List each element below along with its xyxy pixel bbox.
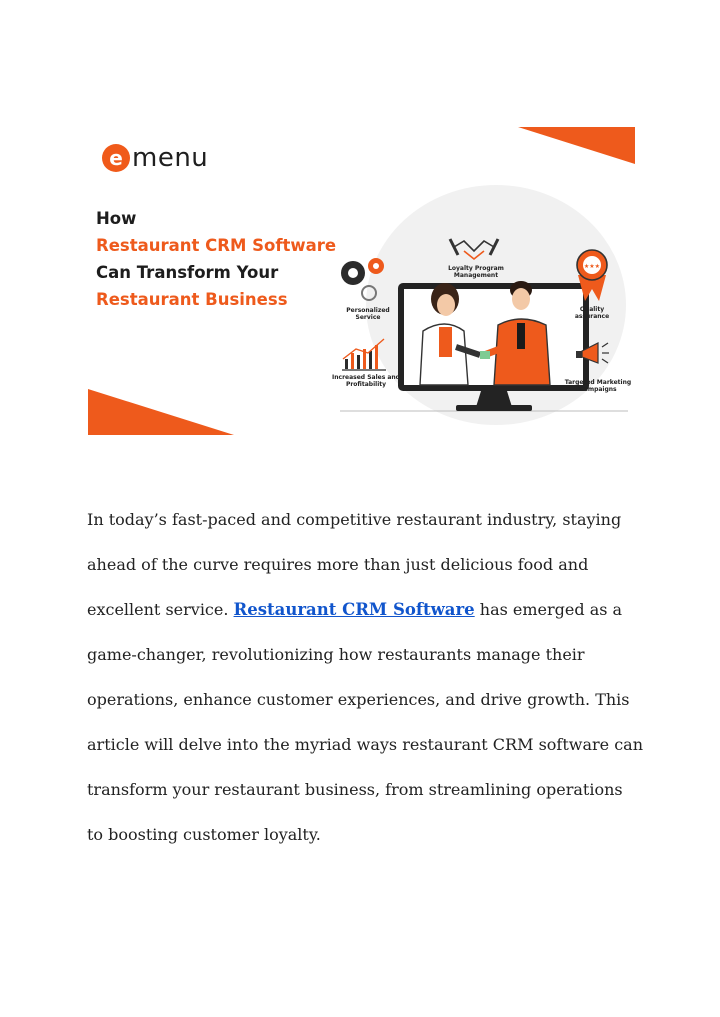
headline-line-3: Can Transform Your: [96, 263, 279, 282]
feature-personalized-line-2: Service: [355, 314, 381, 321]
feature-quality-line-1: Quality: [579, 306, 605, 313]
article-line-3-before: excellent service.: [87, 600, 234, 619]
feature-targeted-marketing: [558, 379, 635, 393]
article-line-3: [87, 587, 647, 632]
article-body: [87, 497, 647, 857]
logo-wordmark: menu: [132, 143, 209, 173]
feature-personalized-service: [338, 307, 398, 321]
feature-loyalty-program: [446, 265, 506, 279]
restaurant-crm-software-link[interactable]: Restaurant CRM Software: [233, 600, 475, 619]
article-line-7: transform your restaurant business, from streamlining operations: [87, 780, 623, 799]
feature-sales-line-2: Profitability: [345, 381, 387, 388]
feature-increased-sales: [326, 374, 406, 388]
article-line-3-after: has emerged as a: [474, 600, 623, 619]
svg-text:★★★: ★★★: [583, 263, 601, 270]
feature-targeted-line-2: Campaigns: [579, 386, 617, 393]
article-line-1: In today’s fast-paced and competitive restaurant industry, staying: [87, 510, 622, 529]
feature-quality-line-2: assurance: [574, 313, 610, 320]
feature-loyalty-line-1: Loyalty Program: [448, 265, 504, 272]
feature-personalized-line-1: Personalized: [346, 307, 390, 314]
headline-line-2: Restaurant CRM Software: [96, 236, 337, 255]
article-line-4: game-changer, revolutionizing how restaurants manage their: [87, 645, 585, 664]
bottom-left-accent: [88, 389, 234, 435]
headline-line-4: Restaurant Business: [96, 290, 288, 309]
banner-headline: [96, 205, 366, 313]
article-line-6: article will delve into the myriad ways restaurant CRM software can: [87, 735, 643, 754]
feature-sales-line-1: Increased Sales and: [332, 374, 400, 381]
feature-quality-assurance: [562, 306, 622, 320]
article-line-8: to boosting customer loyalty.: [87, 825, 321, 844]
top-right-accent: [518, 127, 635, 164]
logo-e-badge: e: [102, 144, 130, 172]
emenu-logo: [102, 144, 208, 172]
article-line-5: operations, enhance customer experiences, and drive growth. This: [87, 690, 630, 709]
article-line-2: ahead of the curve requires more than just delicious food and: [87, 555, 589, 574]
hero-banner-image: [88, 127, 635, 435]
feature-loyalty-line-2: Management: [453, 272, 499, 279]
headline-line-1: How: [96, 209, 137, 228]
feature-targeted-line-1: Targeted Marketing: [564, 379, 632, 386]
